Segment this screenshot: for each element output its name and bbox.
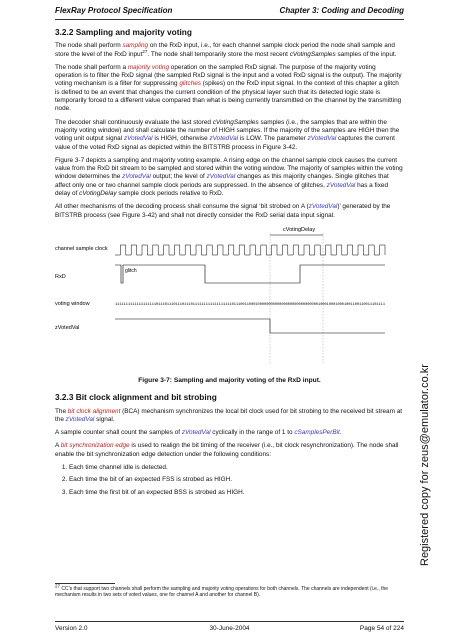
link-glitches[interactable]: glitches <box>179 80 201 88</box>
footnote-number: 27 <box>55 583 61 589</box>
label-rxd: RxD <box>55 273 66 280</box>
voting-window-value: 10111 <box>179 302 191 307</box>
voting-window-value: 10011 <box>352 302 364 307</box>
paragraph-sample-counter: A sample counter shall count the samples of zVotedVal cyclically in the range of 1 to cSamplesPerBit. <box>55 429 342 437</box>
clock-line <box>115 245 385 255</box>
footnote-text: CC’s that support two channels shall perform the sampling and majority voting operations for both channels. The channels are independent (i.e., the mechanism results in two sets of voted values, one for channel A and another for channel B). <box>55 586 389 599</box>
clock-waveform <box>115 245 385 255</box>
voting-window-value: 11111 <box>212 302 223 307</box>
voting-window-value: 11111 <box>136 302 148 307</box>
paragraph-decoder: The decoder shall continuously evaluate the last stored cVotingSamples samples (i.e., the samples that are within the majority voting window) and shall calculate the number of HIGH samples. If the majority of the samples are HIGH then the voting unit output signal zVotedVal is HIGH, otherwise zVotedVal is LOW. The parameter zVotedVal captures the current value of the voted RxD signal as depicted within the BITSTRB process in Figure 3-42. <box>55 118 400 151</box>
voting-window-value: 11111 <box>115 302 126 307</box>
voting-window-value: 00010 <box>320 302 331 307</box>
voting-window-value: 11110 <box>223 302 234 307</box>
list-item: 1. Each time channel idle is detected. <box>69 464 404 472</box>
voting-window-value: 00000 <box>266 302 277 307</box>
footer-version: Version 2.0 <box>55 625 88 632</box>
voting-window-value: 11111 <box>125 302 137 307</box>
voting-window-value: 11000 <box>244 302 256 307</box>
voting-window-value: 00000 <box>277 302 288 307</box>
page-footer <box>55 621 404 632</box>
voting-window-value: 10000 <box>255 302 267 307</box>
section-title-bit-clock: 3.2.3 Bit clock alignment and bit strobing <box>55 392 217 403</box>
voting-window-value: 00000 <box>298 302 310 307</box>
paragraph-bca: The bit clock alignment (BCA) mechanism synchronizes the local bit clock used for bit strobing to the received bit stream at the zVotedVal signal. <box>55 407 403 423</box>
voted-waveform <box>115 319 385 333</box>
figure-caption: Figure 3-7: Sampling and majority voting of the RxD input. <box>138 376 321 384</box>
voting-window-value: 11101 <box>158 302 169 307</box>
footnote-divider <box>55 583 115 584</box>
header-doc-title: FlexRay Protocol Specification <box>55 6 173 15</box>
page-header <box>55 6 404 20</box>
conditions-list <box>55 464 404 497</box>
footnote <box>55 583 404 599</box>
link-bit-sync-edge[interactable]: bit synchronization edge <box>60 442 130 450</box>
footnote-ref[interactable]: 27 <box>142 48 148 54</box>
voting-window-value: 00111 <box>363 302 375 307</box>
voting-window-value: 11111 <box>201 302 213 307</box>
label-voted-value: zVotedVal <box>55 324 80 331</box>
paragraph-majority-voting: The node shall perform a majority voting operation on the sampled RxD signal. The purpose of the majority voting operation is to filter the RxD signal (the sampled RxD signal is the input and a voted RxD signal is the output). The majority voting mechanism is a filter for suppressing glitches (spikes) on the RxD input signal. In the context of this chapter a glitch is defined to be an event that changes the current condition of the physical layer such that its detected logic state is temporarily forced to a different value compared than what is being currently transmitted on the channel by the transmitting node. <box>55 63 402 113</box>
label-voting-delay: cVotingDelay <box>283 226 316 233</box>
paragraph-figure-description: Figure 3-7 depicts a sampling and majority voting example. A rising edge on the channel sample clock causes the current value from the RxD bit stream to be sampled and stored within the voting window. The majority of samples within the voting window determines the zVotedVal output; the level of zVotedVal changes as this majority changes. Single glitches that affect only one or two channel sample clock periods are suppressed. In the absence of glitches, zVotedVal has a fixed delay of cVotingDelay sample clock periods relative to RxD. <box>55 156 403 198</box>
header-chapter: Chapter 3: Coding and Decoding <box>279 6 404 15</box>
voting-window-value: 00100 <box>331 302 342 307</box>
rxd-waveform <box>115 265 385 283</box>
voting-window-value: 11011 <box>169 302 180 307</box>
voting-window-value: 00000 <box>287 302 299 307</box>
label-sample-clock: channel sample clock <box>55 245 108 252</box>
paragraph-other-mechanisms: All other mechanisms of the decoding process shall consume the signal ‘bit strobed on A (zVotedVal)’ generated by the BITSTRB process (see Figure 3-42) and shall not directly consider the RxD serial data input signal. <box>55 203 391 219</box>
link-sampling[interactable]: sampling <box>122 42 149 50</box>
link-bit-clock-alignment[interactable]: bit clock alignment <box>67 407 121 415</box>
voting-window-value: 01111 <box>374 302 385 307</box>
page-content <box>55 28 404 501</box>
label-glitch: glitch <box>125 267 137 274</box>
link-majority-voting[interactable]: majority voting <box>127 63 170 71</box>
footer-date: 30-June-2004 <box>209 625 250 632</box>
timing-diagram <box>55 225 404 375</box>
voting-window-value: 00001 <box>309 302 321 307</box>
paragraph-sampling: The node shall perform sampling on the RxD input, i.e., for each channel sample clock period the node shall sample and store the level of the RxD input$^{27}$. The node shall temporarily store the most recent cVotingSamples samples of the input. <box>55 42 397 58</box>
label-voting-window: voting window <box>55 300 90 307</box>
figure-sampling-voting <box>55 225 404 375</box>
voting-window-value: 01111 <box>190 302 202 307</box>
voting-window-value: 11100 <box>233 302 245 307</box>
list-item: 2. Each time the bit of an expected FSS is strobed as HIGH. <box>69 476 404 484</box>
list-item: 3. Each time the first bit of an expected BSS is strobed as HIGH. <box>69 489 404 497</box>
voting-window-values <box>115 303 385 307</box>
voting-window-value: 11110 <box>147 302 159 307</box>
paragraph-sync-edge: A bit synchronization edge is used to realign the bit timing of the receiver (i.e., bit clock resynchronization). The node shall enable the bit synchronization edge detection under the following conditions: <box>55 442 399 458</box>
section-title-sampling: 3.2.2 Sampling and majority voting <box>55 27 192 37</box>
footer-page-number: Page 54 of 224 <box>359 625 404 632</box>
voting-window-value: 01001 <box>341 302 353 307</box>
watermark-text: Registered copy for zeus@emulator.co.kr <box>419 364 431 566</box>
